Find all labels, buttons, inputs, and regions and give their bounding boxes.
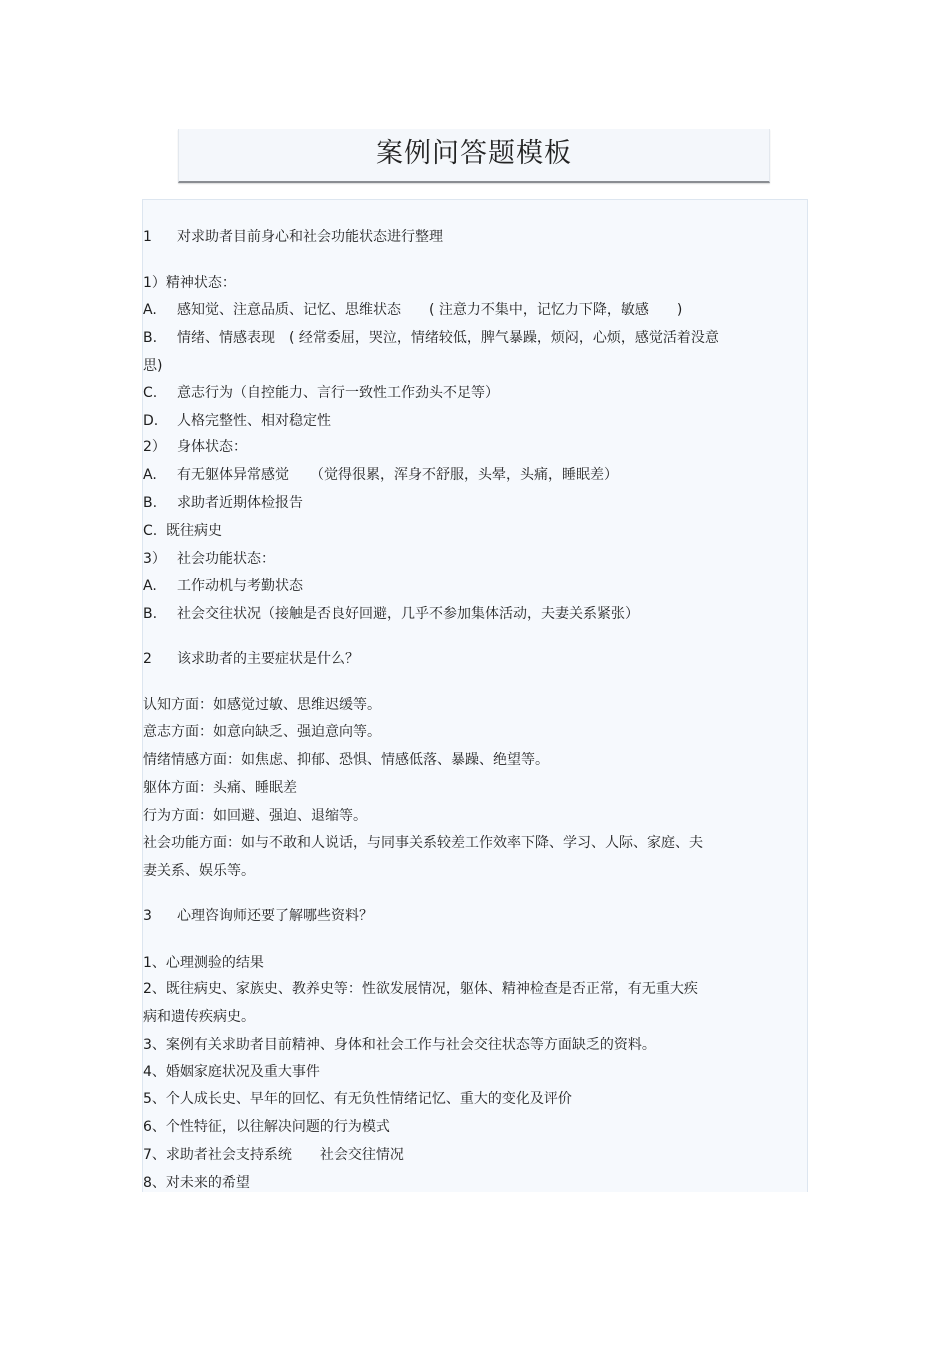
q1-item-letter: A. bbox=[143, 467, 157, 483]
q1-item-text: 有无躯体异常感觉 （觉得很累，浑身不舒服，头晕，头痛，睡眠差） bbox=[177, 467, 618, 483]
q3-list-item: 6、个性特征，以往解决问题的行为模式 bbox=[143, 1119, 390, 1135]
q3-list-item: 8、对未来的希望 bbox=[143, 1175, 250, 1191]
q1-item-letter: C. bbox=[143, 385, 158, 401]
q2-symptom-line: 行为方面：如回避、强迫、退缩等。 bbox=[143, 808, 367, 824]
q1-physical-status-number: 2） bbox=[143, 439, 166, 455]
q1-item-text: 人格完整性、相对稳定性 bbox=[177, 413, 331, 429]
q3-list-item: 5、个人成长史、早年的回忆、有无负性情绪记忆、重大的变化及评价 bbox=[143, 1091, 572, 1107]
q3-number: 3 bbox=[143, 908, 152, 924]
q1-social-status-number: 3） bbox=[143, 551, 166, 567]
q1-item-text: 既往病史 bbox=[166, 523, 222, 539]
q2-symptom-line: 意志方面：如意向缺乏、强迫意向等。 bbox=[143, 724, 381, 740]
q1-item-letter: D. bbox=[143, 413, 159, 429]
q1-item-letter: A. bbox=[143, 578, 157, 594]
q2-number: 2 bbox=[143, 651, 152, 667]
q1-mental-status-label: 1）精神状态： bbox=[143, 275, 236, 291]
q1-item-letter: A. bbox=[143, 302, 157, 318]
q1-number: 1 bbox=[143, 229, 152, 245]
q1-item-text: 工作动机与考勤状态 bbox=[177, 578, 303, 594]
q2-symptom-line: 妻关系、娱乐等。 bbox=[143, 863, 255, 879]
q3-list-item: 1、心理测验的结果 bbox=[143, 955, 264, 971]
title-banner bbox=[178, 129, 770, 183]
q1-item-text: 求助者近期体检报告 bbox=[177, 495, 303, 511]
q2-symptom-line: 躯体方面：头痛、睡眠差 bbox=[143, 780, 297, 796]
q2-symptom-line: 认知方面：如感觉过敏、思维迟缓等。 bbox=[143, 697, 381, 713]
q1-item-letter: C. bbox=[143, 523, 158, 539]
q1-heading: 对求助者目前身心和社会功能状态进行整理 bbox=[177, 229, 443, 245]
q1-item-letter: B. bbox=[143, 495, 158, 511]
q1-physical-status-label: 身体状态： bbox=[177, 439, 247, 455]
document-title: 案例问答题模板 bbox=[376, 138, 572, 169]
q3-list-item: 3、案例有关求助者目前精神、身体和社会工作与社会交往状态等方面缺乏的资料。 bbox=[143, 1037, 656, 1053]
q1-item-text: 情绪、情感表现 ( 经常委屈，哭泣，情绪较低，脾气暴躁，烦闷，心烦，感觉活着没意 bbox=[177, 330, 719, 346]
q3-heading: 心理咨询师还要了解哪些资料？ bbox=[177, 908, 373, 924]
q1-item-letter: B. bbox=[143, 606, 158, 622]
q2-heading: 该求助者的主要症状是什么？ bbox=[177, 651, 359, 667]
q3-list-item: 7、求助者社会支持系统 社会交往情况 bbox=[143, 1147, 404, 1163]
q3-list-item: 2、既往病史、家族史、教养史等：性欲发展情况，躯体、精神检查是否正常，有无重大疾 bbox=[143, 981, 698, 997]
q2-symptom-line: 情绪情感方面：如焦虑、抑郁、恐惧、情感低落、暴躁、绝望等。 bbox=[143, 752, 549, 768]
q1-item-text: 感知觉、注意品质、记忆、思维状态 ( 注意力不集中，记忆力下降，敏感 ) bbox=[177, 302, 683, 318]
q3-list-item: 4、婚姻家庭状况及重大事件 bbox=[143, 1064, 320, 1080]
q1-item-text: 意志行为（自控能力、言行一致性工作劲头不足等） bbox=[177, 385, 499, 401]
q1-item-text-continued: 思) bbox=[143, 358, 163, 374]
q1-social-status-label: 社会功能状态： bbox=[177, 551, 275, 567]
q1-item-letter: B. bbox=[143, 330, 158, 346]
q2-symptom-line: 社会功能方面：如与不敢和人说话，与同事关系较差工作效率下降、学习、人际、家庭、夫 bbox=[143, 835, 703, 851]
q3-list-item: 病和遗传疾病史。 bbox=[143, 1009, 255, 1025]
q1-item-text: 社会交往状况（接触是否良好回避，几乎不参加集体活动，夫妻关系紧张） bbox=[177, 606, 639, 622]
